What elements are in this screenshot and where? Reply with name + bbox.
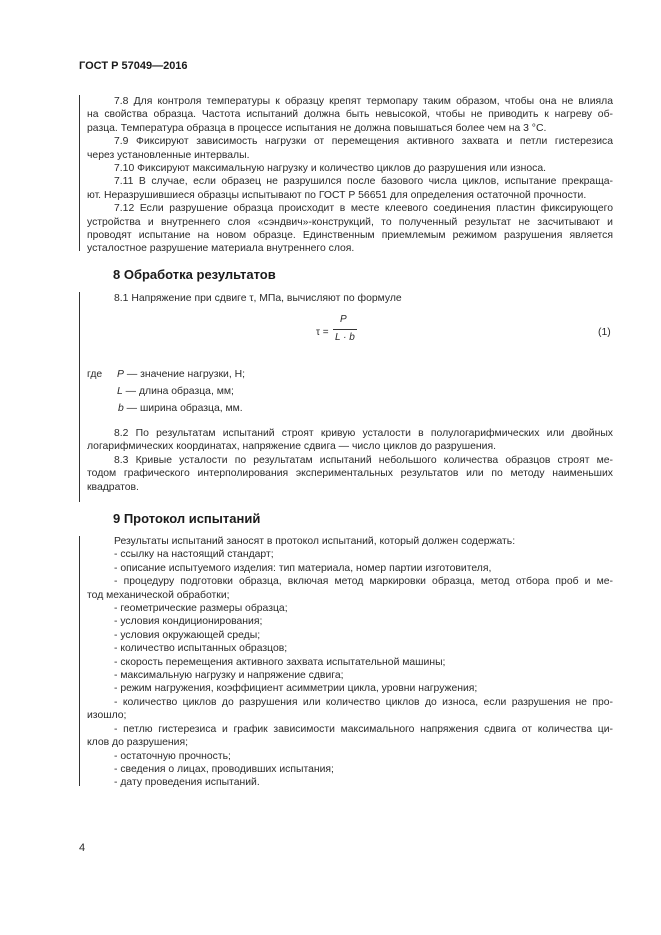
paragraph-line: 8.3 Кривые усталости по результатам испытаний небольшого количества образцов строят ме- xyxy=(114,454,613,466)
paragraph-line: клов до разрушения; xyxy=(87,737,188,749)
var-row xyxy=(117,366,245,383)
page-number: 4 xyxy=(79,842,86,854)
section-7-text xyxy=(87,95,613,256)
paragraph-line: изошло; xyxy=(87,710,127,722)
section-8-heading: 8 Обработка результатов xyxy=(113,267,276,282)
var-desc: — ширина образца, мм. xyxy=(126,403,243,414)
paragraph-line: - описание испытуемого изделия: тип материала, номер партии изготовителя, xyxy=(114,562,492,574)
section-8-paragraphs xyxy=(87,427,613,494)
paragraph-line: - петлю гистерезиса и график зависимости максимального напряжения сдвига от количества ци- xyxy=(114,723,613,735)
var-symbol: P xyxy=(117,369,124,380)
paragraph-line: - дату проведения испытаний. xyxy=(114,777,260,789)
paragraph-line: - условия окружающей среды; xyxy=(114,629,261,641)
paragraph-line: тодом графического интерполирования экспериментальных результатов или по методу наименьших xyxy=(87,468,613,480)
var-symbol: b xyxy=(118,403,124,414)
section-9-heading: 9 Протокол испытаний xyxy=(113,511,261,526)
var-desc: — длина образца, мм; xyxy=(125,386,234,397)
paragraph-line: через установленные интервалы. xyxy=(87,149,250,161)
paragraph-line: ют. Неразрушившиеся образцы испытывают по ГОСТ Р 56651 для определения остаточной прочности. xyxy=(87,189,587,201)
paragraph-line: - условия кондиционирования; xyxy=(114,616,263,628)
paragraph-line: - режим нагружения, коэффициент асимметрии цикла, уровни нагружения; xyxy=(114,683,478,695)
paragraph-line: - геометрические размеры образца; xyxy=(114,603,288,615)
section-9-text xyxy=(87,535,613,790)
fraction-line xyxy=(333,329,357,330)
change-bar xyxy=(79,95,80,251)
formula-numerator: P xyxy=(340,314,347,325)
paragraph-line: 7.9 Фиксируют зависимость нагрузки от перемещения активного захвата и петли гистерезиса xyxy=(114,136,613,148)
paragraph-line: - скорость перемещения активного захвата испытательной машины; xyxy=(114,656,446,668)
paragraph-line: 7.11 В случае, если образец не разрушился после базового числа циклов, испытание прекраща- xyxy=(114,176,613,188)
change-bar xyxy=(79,292,80,502)
paragraph-line: - количество испытанных образцов; xyxy=(114,643,288,655)
where-label: где xyxy=(87,369,103,380)
paragraph-line: на свойства образца. Частота испытаний должна быть невысокой, чтобы не приводить к нагреву об- xyxy=(87,109,613,121)
formula-denominator: L · b xyxy=(335,332,355,343)
paragraph-line: квадратов. xyxy=(87,481,139,493)
paragraph-8-1 xyxy=(87,292,613,305)
paragraph-line: проводят испытание на новом образце. Единственным приемлемым режимом разрушения является xyxy=(87,230,613,242)
paragraph-line: - количество циклов до разрушения или количество циклов до износа, если разрушения не про- xyxy=(114,696,613,708)
paragraph-line: 7.10 Фиксируют максимальную нагрузку и количество циклов до разрушения или износа. xyxy=(114,163,547,175)
paragraph-line: - процедуру подготовки образца, включая метод маркировки образца, метод отбора проб и ме- xyxy=(114,576,613,588)
paragraph-line: 8.2 По результатам испытаний строят кривую усталости в полулогарифмических или двойных xyxy=(114,428,613,439)
paragraph-line: - максимальную нагрузку и напряжение сдвига; xyxy=(114,670,344,682)
paragraph-line: 7.8 Для контроля температуры к образцу крепят термопару таким образом, чтобы она не влияла xyxy=(114,96,613,107)
paragraph-line: тод механической обработки; xyxy=(87,589,230,601)
formula-lhs: τ = xyxy=(316,327,329,338)
paragraph-line: 7.12 Если разрушение образца происходит в месте клеевого соединения пластин фиксирующего xyxy=(114,203,613,215)
var-symbol: L xyxy=(117,386,123,397)
formula-number: (1) xyxy=(598,327,611,338)
document-header: ГОСТ Р 57049—2016 xyxy=(79,60,188,72)
var-row xyxy=(117,383,234,400)
paragraph-line: разца. Температура образца в процессе испытания не должна повышаться более чем на 3 °С. xyxy=(87,122,547,134)
paragraph-line: устройства и внутреннего слоя «сэндвич»-конструкций, то полученный результат не засчитывают и xyxy=(87,216,613,228)
paragraph-line: - ссылку на настоящий стандарт; xyxy=(114,549,274,561)
change-bar xyxy=(79,536,80,786)
paragraph-line: усталостное разрушение материала внутреннего слоя. xyxy=(87,243,355,255)
paragraph-line: - остаточную прочность; xyxy=(114,750,231,762)
var-desc: — значение нагрузки, Н; xyxy=(126,369,246,380)
var-row xyxy=(118,400,243,417)
paragraph-line: - сведения о лицах, проводивших испытания; xyxy=(114,763,334,775)
paragraph-line: Результаты испытаний заносят в протокол испытаний, который должен содержать: xyxy=(114,536,516,547)
paragraph-line: логарифмических координатах, напряжение сдвига — число циклов до разрушения. xyxy=(87,441,496,453)
paragraph-line: 8.1 Напряжение при сдвиге τ, МПа, вычисляют по формуле xyxy=(114,293,402,304)
